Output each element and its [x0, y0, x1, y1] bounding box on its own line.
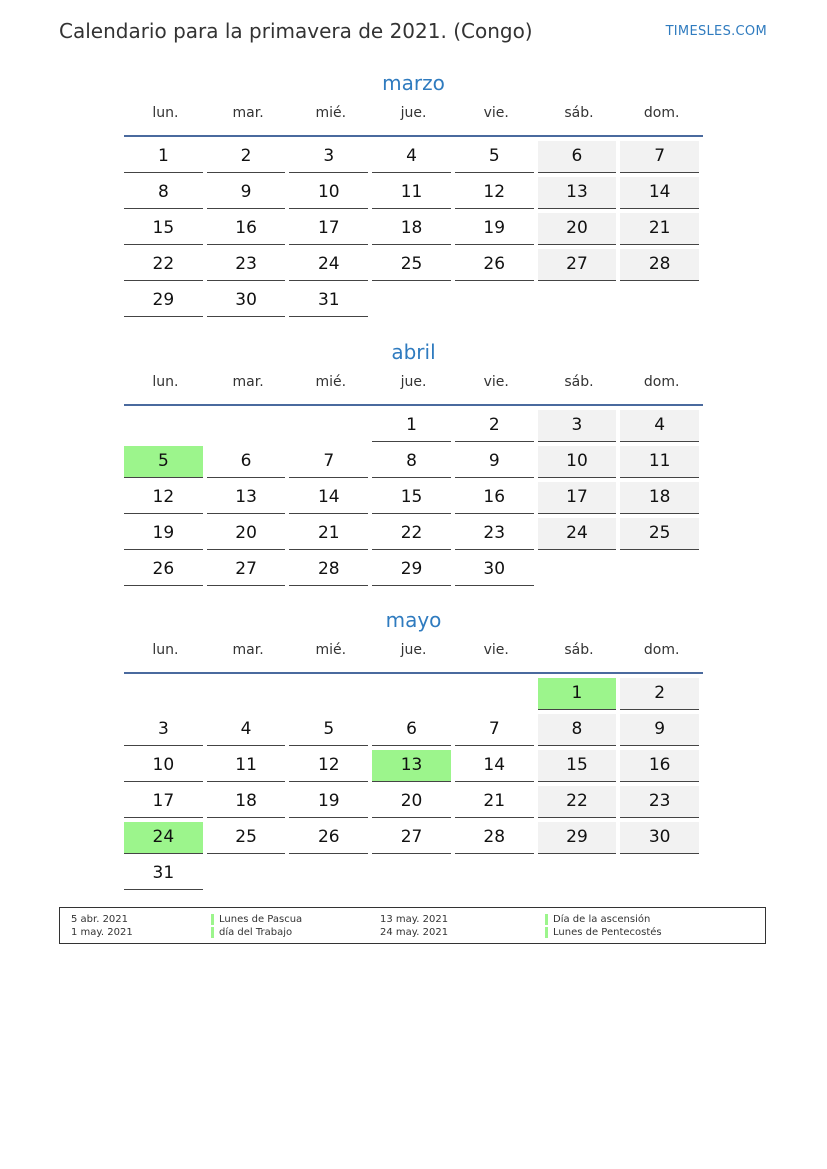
day-number: 4 [207, 714, 286, 746]
empty-cell [372, 285, 455, 321]
day-number [289, 678, 368, 709]
day-cell [124, 750, 207, 786]
week-row [124, 482, 703, 518]
month-april [124, 337, 703, 590]
day-number: 1 [124, 141, 203, 173]
day-cell [289, 714, 372, 750]
weekday-label: vie. [483, 374, 509, 390]
day-number: 5 [124, 446, 203, 478]
day-number [207, 410, 286, 441]
day-number: 10 [124, 750, 203, 782]
day-cell [620, 786, 703, 822]
month-march [124, 68, 703, 321]
empty-cell [372, 678, 455, 714]
empty-cell [124, 410, 207, 446]
day-cell [620, 249, 703, 285]
legend-color-bar [545, 927, 548, 938]
day-number: 27 [538, 249, 617, 281]
day-cell [289, 285, 372, 321]
day-number: 6 [207, 446, 286, 478]
day-number: 30 [207, 285, 286, 317]
week-row [124, 177, 703, 213]
holiday-day-cell [372, 750, 455, 786]
day-number: 25 [372, 249, 451, 281]
day-number: 30 [620, 822, 699, 854]
day-number: 17 [538, 482, 617, 514]
day-cell [620, 482, 703, 518]
day-cell [455, 213, 538, 249]
day-number [124, 678, 203, 709]
day-cell [538, 446, 621, 482]
day-number: 17 [124, 786, 203, 818]
day-number [538, 554, 617, 585]
day-number: 29 [124, 285, 203, 317]
day-number: 22 [372, 518, 451, 550]
day-number: 14 [289, 482, 368, 514]
day-cell [207, 249, 290, 285]
day-cell [372, 822, 455, 858]
empty-cell [372, 858, 455, 894]
day-cell [538, 482, 621, 518]
week-row [124, 786, 703, 822]
day-cell [289, 482, 372, 518]
weekday-label: sáb. [564, 105, 594, 121]
empty-cell [207, 678, 290, 714]
day-number [538, 858, 617, 889]
day-cell [538, 822, 621, 858]
day-cell [455, 410, 538, 446]
day-number: 30 [455, 554, 534, 586]
day-number [538, 285, 617, 316]
weekday-label: vie. [483, 105, 509, 121]
day-cell [372, 482, 455, 518]
weekday-header [124, 635, 703, 674]
day-cell [455, 786, 538, 822]
day-cell [207, 714, 290, 750]
day-number: 12 [289, 750, 368, 782]
day-number: 3 [289, 141, 368, 173]
week-row [124, 678, 703, 714]
day-cell [538, 786, 621, 822]
day-number: 10 [289, 177, 368, 209]
day-number [455, 285, 534, 316]
day-number: 10 [538, 446, 617, 478]
day-cell [207, 285, 290, 321]
day-cell [620, 446, 703, 482]
day-cell [124, 714, 207, 750]
legend-date: 5 abr. 2021 [71, 914, 129, 925]
day-number: 19 [289, 786, 368, 818]
day-cell [455, 518, 538, 554]
day-cell [455, 482, 538, 518]
empty-cell [289, 410, 372, 446]
month-name: mayo [385, 608, 442, 632]
day-number: 27 [372, 822, 451, 854]
day-number: 28 [620, 249, 699, 281]
day-cell [207, 213, 290, 249]
legend-color-bar [211, 914, 214, 925]
empty-cell [620, 285, 703, 321]
legend-holiday-name: Lunes de Pentecostés [553, 927, 662, 938]
day-number: 7 [455, 714, 534, 746]
legend-holiday-name: Día de la ascensión [553, 914, 651, 925]
day-cell [124, 249, 207, 285]
day-number: 4 [372, 141, 451, 173]
day-number: 20 [207, 518, 286, 550]
day-number: 1 [538, 678, 617, 710]
day-cell [124, 285, 207, 321]
day-number: 13 [207, 482, 286, 514]
day-number: 11 [372, 177, 451, 209]
day-number: 16 [620, 750, 699, 782]
day-cell [124, 518, 207, 554]
month-may [124, 605, 703, 894]
day-cell [289, 750, 372, 786]
day-cell [124, 177, 207, 213]
day-number: 12 [455, 177, 534, 209]
legend-date: 13 may. 2021 [380, 914, 449, 925]
day-number: 8 [124, 177, 203, 209]
day-cell [538, 213, 621, 249]
day-number: 6 [538, 141, 617, 173]
day-cell [620, 750, 703, 786]
day-number: 20 [372, 786, 451, 818]
month-name: abril [391, 340, 436, 364]
weekday-label: sáb. [564, 374, 594, 390]
legend-date: 1 may. 2021 [71, 927, 133, 938]
empty-cell [538, 858, 621, 894]
day-number: 11 [620, 446, 699, 478]
day-number: 24 [538, 518, 617, 550]
day-number: 19 [124, 518, 203, 550]
day-cell [455, 750, 538, 786]
day-cell [538, 177, 621, 213]
day-number: 24 [124, 822, 203, 854]
day-number: 18 [372, 213, 451, 245]
day-cell [207, 750, 290, 786]
day-cell [620, 822, 703, 858]
day-number: 3 [124, 714, 203, 746]
weekday-label: mar. [232, 374, 264, 390]
weekday-label: dom. [643, 374, 680, 390]
weeks [124, 678, 703, 894]
day-number [372, 858, 451, 889]
week-row [124, 750, 703, 786]
day-cell [289, 822, 372, 858]
day-cell [207, 446, 290, 482]
day-cell [289, 213, 372, 249]
week-row [124, 249, 703, 285]
day-cell [372, 410, 455, 446]
day-cell [620, 518, 703, 554]
day-number [124, 410, 203, 441]
day-cell [289, 177, 372, 213]
weekday-label: lun. [152, 642, 179, 658]
weekday-label: jue. [400, 374, 427, 390]
empty-cell [455, 678, 538, 714]
legend-color-bar [545, 914, 548, 925]
day-number: 31 [289, 285, 368, 317]
day-number [372, 678, 451, 709]
day-number: 22 [538, 786, 617, 818]
weekday-label: jue. [400, 105, 427, 121]
day-cell [207, 177, 290, 213]
legend-holiday-name: día del Trabajo [219, 927, 293, 938]
day-number: 29 [372, 554, 451, 586]
day-number: 16 [207, 213, 286, 245]
month-name: marzo [382, 71, 445, 95]
day-number: 16 [455, 482, 534, 514]
day-cell [124, 858, 207, 894]
legend-holiday-name: Lunes de Pascua [219, 914, 303, 925]
day-number: 3 [538, 410, 617, 442]
week-row [124, 822, 703, 858]
day-number: 27 [207, 554, 286, 586]
page-title: Calendario para la primavera de 2021. (Congo) [59, 19, 533, 43]
day-number: 28 [289, 554, 368, 586]
empty-cell [538, 285, 621, 321]
weekday-label: mié. [315, 642, 347, 658]
day-number: 2 [455, 410, 534, 442]
empty-cell [455, 285, 538, 321]
day-cell [207, 822, 290, 858]
brand-link[interactable]: TIMESLES.COM [665, 24, 767, 39]
day-cell [620, 177, 703, 213]
day-cell [372, 213, 455, 249]
day-cell [620, 141, 703, 177]
day-number [455, 678, 534, 709]
day-cell [372, 249, 455, 285]
day-cell [207, 141, 290, 177]
empty-cell [124, 678, 207, 714]
day-number: 26 [455, 249, 534, 281]
day-number: 11 [207, 750, 286, 782]
day-number: 14 [620, 177, 699, 209]
empty-cell [620, 554, 703, 590]
day-number [372, 285, 451, 316]
weekday-label: jue. [400, 642, 427, 658]
day-number: 2 [207, 141, 286, 173]
legend-color-bar [211, 927, 214, 938]
week-row [124, 554, 703, 590]
day-cell [372, 554, 455, 590]
day-cell [124, 482, 207, 518]
weekday-label: dom. [643, 105, 680, 121]
day-number: 15 [538, 750, 617, 782]
holiday-legend [59, 907, 766, 944]
day-cell [620, 678, 703, 714]
day-cell [207, 482, 290, 518]
weekday-label: mié. [315, 105, 347, 121]
day-number: 22 [124, 249, 203, 281]
day-number: 1 [372, 410, 451, 442]
day-number: 25 [620, 518, 699, 550]
day-cell [124, 786, 207, 822]
day-cell [124, 213, 207, 249]
day-number: 7 [289, 446, 368, 478]
day-number: 12 [124, 482, 203, 514]
week-row [124, 285, 703, 321]
weekday-label: lun. [152, 374, 179, 390]
day-number: 26 [124, 554, 203, 586]
day-number: 26 [289, 822, 368, 854]
day-number [620, 285, 699, 316]
weekday-label: lun. [152, 105, 179, 121]
day-cell [207, 518, 290, 554]
day-cell [372, 786, 455, 822]
weekday-label: mar. [232, 642, 264, 658]
day-cell [372, 446, 455, 482]
day-number: 23 [207, 249, 286, 281]
day-number: 15 [372, 482, 451, 514]
day-number [620, 858, 699, 889]
empty-cell [289, 858, 372, 894]
day-number: 17 [289, 213, 368, 245]
week-row [124, 714, 703, 750]
day-cell [538, 714, 621, 750]
day-cell [455, 446, 538, 482]
day-cell [455, 177, 538, 213]
day-cell [207, 554, 290, 590]
day-number [455, 858, 534, 889]
day-number: 29 [538, 822, 617, 854]
day-cell [455, 822, 538, 858]
day-number: 14 [455, 750, 534, 782]
day-number: 5 [289, 714, 368, 746]
week-row [124, 410, 703, 446]
empty-cell [455, 858, 538, 894]
day-number: 8 [372, 446, 451, 478]
day-number: 23 [455, 518, 534, 550]
day-number: 21 [455, 786, 534, 818]
day-cell [372, 714, 455, 750]
day-cell [207, 786, 290, 822]
day-number: 21 [620, 213, 699, 245]
day-cell [538, 141, 621, 177]
day-number: 20 [538, 213, 617, 245]
day-number: 21 [289, 518, 368, 550]
day-cell [538, 518, 621, 554]
day-number: 25 [207, 822, 286, 854]
weekday-label: sáb. [564, 642, 594, 658]
day-number [289, 858, 368, 889]
day-cell [289, 446, 372, 482]
day-cell [372, 518, 455, 554]
weekday-label: mié. [315, 374, 347, 390]
day-number: 28 [455, 822, 534, 854]
day-cell [455, 249, 538, 285]
day-number: 19 [455, 213, 534, 245]
day-number: 24 [289, 249, 368, 281]
weekday-header [124, 98, 703, 137]
day-cell [455, 554, 538, 590]
week-row [124, 518, 703, 554]
empty-cell [207, 410, 290, 446]
day-number: 31 [124, 858, 203, 890]
day-cell [289, 141, 372, 177]
day-number: 8 [538, 714, 617, 746]
empty-cell [538, 554, 621, 590]
day-number: 7 [620, 141, 699, 173]
day-number: 5 [455, 141, 534, 173]
day-cell [620, 410, 703, 446]
day-cell [372, 177, 455, 213]
day-cell [538, 410, 621, 446]
day-cell [124, 141, 207, 177]
weekday-label: dom. [643, 642, 680, 658]
day-number: 23 [620, 786, 699, 818]
empty-cell [289, 678, 372, 714]
day-number [620, 554, 699, 585]
empty-cell [620, 858, 703, 894]
day-cell [538, 249, 621, 285]
day-number: 2 [620, 678, 699, 710]
weeks [124, 141, 703, 321]
holiday-day-cell [124, 446, 207, 482]
day-cell [372, 141, 455, 177]
week-row [124, 213, 703, 249]
day-cell [289, 786, 372, 822]
weekday-label: vie. [483, 642, 509, 658]
day-cell [455, 141, 538, 177]
week-row [124, 858, 703, 894]
day-cell [455, 714, 538, 750]
day-cell [538, 750, 621, 786]
weekday-label: mar. [232, 105, 264, 121]
weekday-header [124, 367, 703, 406]
day-number: 18 [620, 482, 699, 514]
day-cell [289, 249, 372, 285]
day-number: 13 [538, 177, 617, 209]
day-number [207, 858, 286, 889]
empty-cell [207, 858, 290, 894]
day-number: 9 [207, 177, 286, 209]
holiday-day-cell [538, 678, 621, 714]
weeks [124, 410, 703, 590]
day-cell [289, 554, 372, 590]
day-number: 6 [372, 714, 451, 746]
day-cell [289, 518, 372, 554]
week-row [124, 446, 703, 482]
week-row [124, 141, 703, 177]
day-number: 13 [372, 750, 451, 782]
legend-date: 24 may. 2021 [380, 927, 449, 938]
day-number: 4 [620, 410, 699, 442]
day-cell [620, 213, 703, 249]
day-number: 9 [455, 446, 534, 478]
day-number: 9 [620, 714, 699, 746]
day-number [289, 410, 368, 441]
day-number: 18 [207, 786, 286, 818]
day-cell [620, 714, 703, 750]
day-cell [124, 554, 207, 590]
day-number [207, 678, 286, 709]
holiday-day-cell [124, 822, 207, 858]
day-number: 15 [124, 213, 203, 245]
